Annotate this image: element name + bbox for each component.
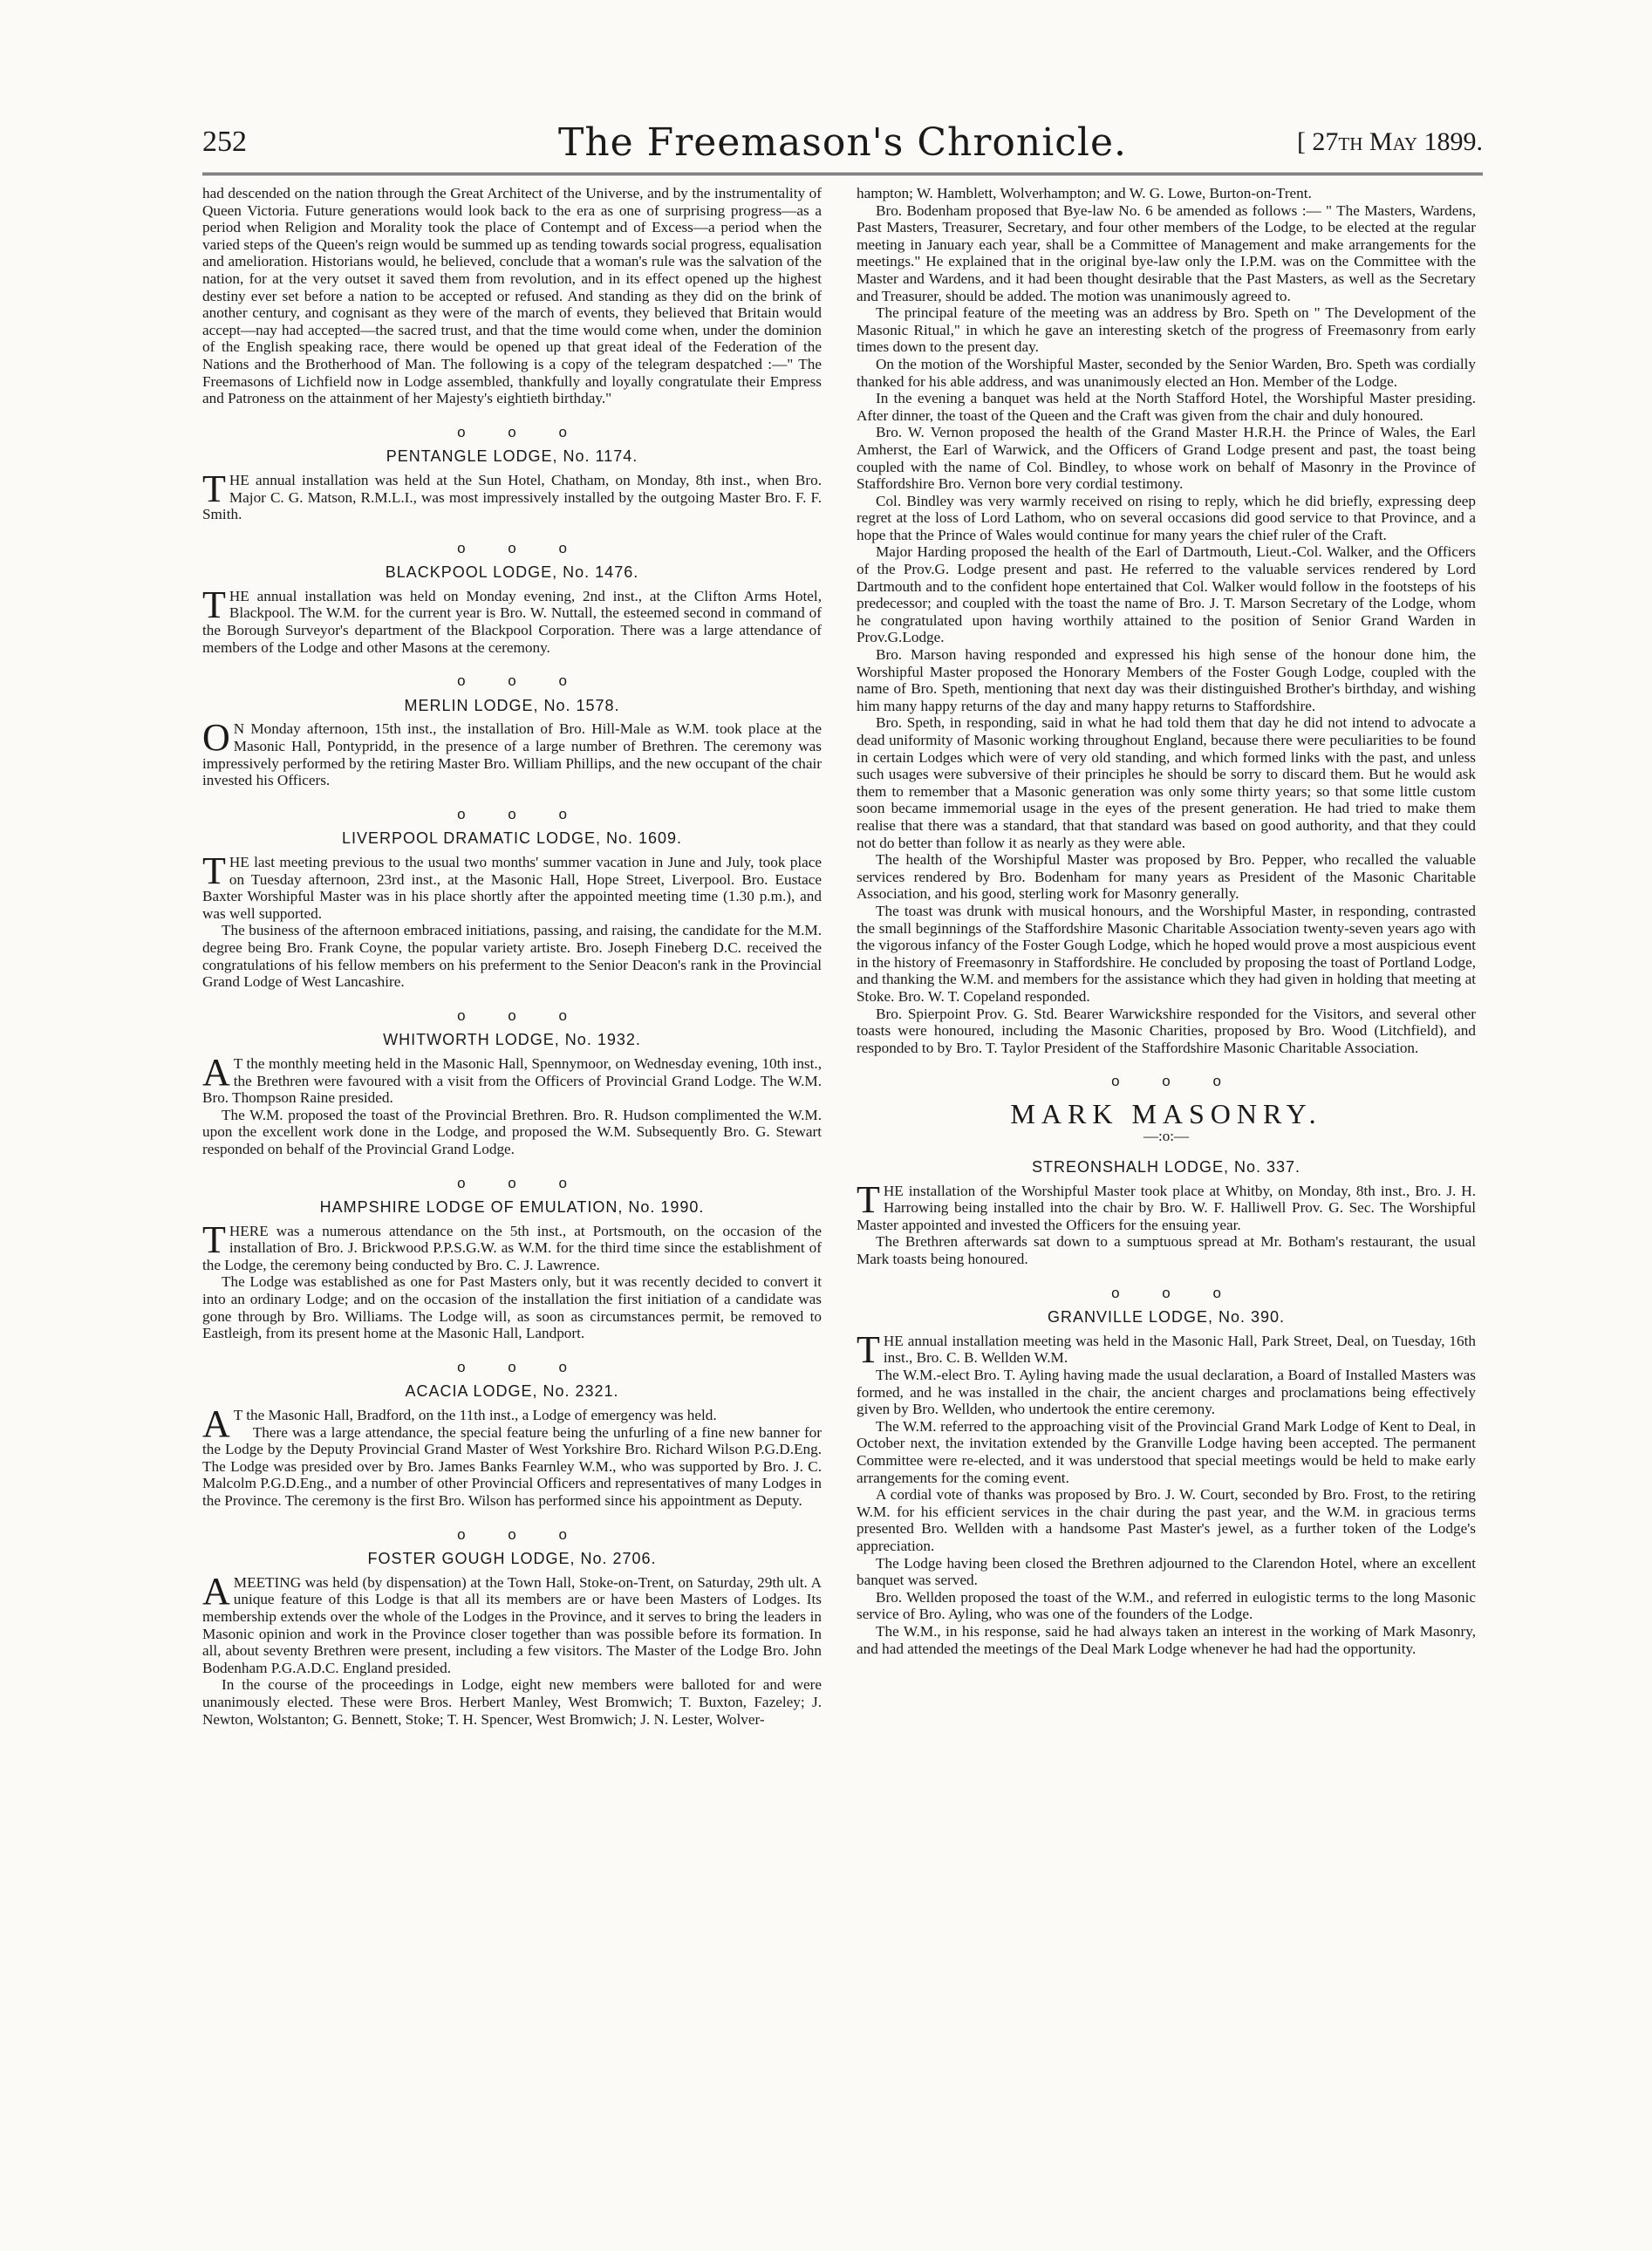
article-paragraph: The toast was drunk with musical honours, and the Worshipful Master, in responding, contrasted the small beginnings of the Staffordshire Masonic Charitable Association twenty-seven years ago with the vigorous infancy of the Foster Gough Lodge, which he hoped would prove a most auspicious event in the history of Freemasonry in Staffordshire. He concluded by proposing the toast of Portland Lodge, and thanking the W.M. and members for the assistance which they had given in holding that meeting at Stoke. Bro. W. T. Copeland responded. [857,902,1476,1005]
article-paragraph: Col. Bindley was very warmly received on rising to reply, which he did briefly, expressing deep regret at the loss of Lord Lathom, who on several occasions did good service to that Province, and a hope that the Prince of Wales would continue for many years the chief ruler of the Craft. [857,492,1476,543]
page-header [202,120,1483,175]
article-text: T the Masonic Hall, Bradford, on the 11th inst., a Lodge of emergency was held. [233,1407,717,1424]
separator: o o o [457,423,567,440]
article-paragraph: The Lodge was established as one for Past Masters only, but it was recently decided to convert it into an ordinary Lodge; and on the occasion of the installation the first initiation of a candidate was gone through by Bro. Williams. The Lodge will, as soon as circumstances permit, be removed to Eastleigh, from its present home at the Masonic Hall, Landport. [202,1273,822,1342]
article-paragraph: The Lodge having been closed the Brethren adjourned to the Clarendon Hotel, where an excellent banquet was served. [857,1554,1476,1589]
lodge-heading: WHITWORTH LODGE, No. 1932. [383,1031,641,1049]
separator: o o o [457,805,567,822]
article-paragraph: Bro. Wellden proposed the toast of the W.M., and referred in eulogistic terms to the long Masonic service of Bro. Ayling, who was one of the founders of the Lodge. [857,1588,1476,1623]
article-text: HERE was a numerous attendance on the 5th inst., at Portsmouth, on the occasion of the installation of Bro. J. Brickwood P.P.S.G.W. as W.M. for the third time since the establishment of the Lodge, the ceremony being conducted by Bro. C. J. Lawrence. [202,1222,822,1273]
drop-cap: T [202,849,226,892]
article-paragraph: The W.M. proposed the toast of the Provincial Brethren. Bro. R. Hudson complimented the W.M. upon the excellent work done in the Lodge, and proposed the W.M. Subsequently Bro. G. Stewart responded on behalf of the Provincial Grand Lodge. [202,1106,822,1157]
article-paragraph: Bro. Speth, in responding, said in what he had told them that day he did not intend to advocate a dead uniformity of Masonic working throughout England, because there were peculiarities to be found in certain Lodges which were of very old standing, and which formed links with the past, and unless such usages were subversive of their principles he should be sorry to discard them. But he would ask them to remember that a Masonic generation was only some thirty years; so that some little custom soon became immemorial usage in the eyes of the present generation. He had tried to make them realise that there was a standard, that that standard was based on good authority, and that they could not do better than follow it as nearly as they were able. [857,714,1476,851]
lodge-heading: FOSTER GOUGH LODGE, No. 2706. [367,1550,657,1568]
article-paragraph: In the evening a banquet was held at the North Stafford Hotel, the Worshipful Master presiding. After dinner, the toast of the Queen and the Craft was given from the chair and duly honoured. [857,390,1476,424]
article-paragraph: The W.M., in his response, said he had always taken an interest in the working of Mark Masonry, and had attended the meetings of the Deal Mark Lodge whenever he had had the opportunity. [857,1622,1476,1657]
article-text: N Monday afternoon, 15th inst., the installation of Bro. Hill-Male as W.M. took place at the Masonic Hall, Pontypridd, in the presence of a large number of Brethren. The ceremony was impressively performed by the retiring Master Bro. William Phillips, and the new occupant of the chair invested his Officers. [202,720,822,789]
separator: o o o [1111,1073,1221,1090]
separator: o o o [457,672,567,690]
article-text: MEETING was held (by dispensation) at the Town Hall, Stoke-on-Trent, on Saturday, 29th ult. A unique feature of this Lodge is that all its members are or have been Masters of Lodges. Its membership extends over the whole of the Lodges in the Province, and it serves to bring the leaders in Masonic opinion and work in the Province closer together than was possible before its formation. In all, about seventy Brethren were present, including a few visitors. The Master of the Lodge Bro. John Bodenham P.G.A.D.C. England presided. [202,1573,822,1676]
drop-cap: A [202,1569,230,1613]
drop-cap: T [202,1218,226,1261]
article-text: HE annual installation was held on Monday evening, 2nd inst., at the Clifton Arms Hotel, Blackpool. The W.M. for the current year is Bro. W. Nuttall, the esteemed second in command of the Borough Surveyor's department of the Blackpool Corporation. There was a large attendance of members of the Lodge and other Masons at the ceremony. [202,587,822,656]
article-paragraph: Bro. W. Vernon proposed the health of the Grand Master H.R.H. the Prince of Wales, the Earl Amherst, the Earl of Warwick, and the Officers of Grand Lodge present and past, the toast being coupled with the name of Col. Bindley, to whose work on behalf of Masonry in the Province of Staffordshire Bro. Vernon bore very cordial testimony. [857,424,1476,493]
article-paragraph [202,583,822,656]
lodge-heading: STREONSHALH LODGE, No. 337. [1031,1158,1301,1177]
drop-cap: T [202,467,226,510]
right-column [857,185,1476,1657]
separator: o o o [457,1006,567,1024]
article-paragraph [202,1569,822,1677]
article-text: HE installation of the Worshipful Master took place at Whitby, on Monday, 8th inst., Bro. J. H. Harrowing being installed into the chair by Bro. W. F. Halliwell Prov. G. Sec. The Worshipful Master appointed and invested the Officers for the ensuing year. [857,1182,1476,1233]
drop-cap: T [857,1177,880,1221]
article-paragraph [202,1402,822,1446]
separator: o o o [457,1174,567,1191]
article-paragraph: Bro. Bodenham proposed that Bye-law No. 6 be amended as follows :— " The Masters, Wardens, Past Masters, Treasurer, Secretary, and four other members of the Lodge, to be elected at the regular meeting in January each year, shall be a Committee of Management and make arrangements for the meetings." He explained that in the original bye-law only the I.P.M. was on the Committee with the Master and Wardens, and it had been thought desirable that the Past Masters, as well as the Secretary and Treasurer, should be added. The motion was unanimously agreed to. [857,201,1476,304]
lodge-heading: MERLIN LODGE, No. 1578. [404,696,620,714]
article-paragraph [857,1177,1476,1234]
lodge-heading: ACACIA LODGE, No. 2321. [405,1382,619,1401]
article-paragraph [202,1218,822,1274]
drop-cap: A [202,1402,230,1446]
drop-cap: T [202,583,226,626]
article-paragraph [202,467,822,523]
article-paragraph: On the motion of the Worshipful Master, seconded by the Senior Warden, Bro. Speth was cordially thanked for his able address, and was unanimously elected an Hon. Member of the Lodge. [857,355,1476,390]
article-paragraph: The Brethren afterwards sat down to a sumptuous spread at Mr. Botham's restaurant, the usual Mark toasts being honoured. [857,1233,1476,1268]
drop-cap: A [202,1050,230,1094]
article-paragraph: The principal feature of the meeting was an address by Bro. Speth on " The Development of the Masonic Ritual," in which he gave an interesting sketch of the progress of Freemasonry from early times down to the present day. [857,304,1476,356]
article-paragraph [202,716,822,789]
separator: o o o [1111,1284,1221,1301]
article-paragraph: Major Harding proposed the health of the Earl of Dartmouth, Lieut.-Col. Walker, and the Officers of the Prov.G. Lodge present and past. He referred to the valuable services rendered by Lord Dartmouth and to the confident hope entertained that Col. Walker would follow in the footsteps of his predecessor; and coupled with the toast the name of Bro. J. T. Marson Secretary of the Lodge, whom he congratulated upon having worthily attained to the position of Senior Grand Warden in Prov.G.Lodge. [857,543,1476,646]
article-paragraph: Bro. Spierpoint Prov. G. Std. Bearer Warwickshire responded for the Visitors, and several other toasts were honoured, including the Masonic Charities, proposed by Bro. Wood (Litchfield), and responded to by Bro. T. Taylor President of the Staffordshire Masonic Charitable Association. [857,1005,1476,1056]
article-paragraph: The business of the afternoon embraced initiations, passing, and raising, the candidate for the M.M. degree being Bro. Frank Coyne, the popular variety artiste. Bro. Joseph Fineberg D.C. received the congratulations of his fellow members on his preferment to the Senior Deacon's rank in the Provincial Grand Lodge of West Lancashire. [202,922,822,991]
separator: o o o [457,1358,567,1375]
article-paragraph [202,849,822,922]
article-text: HE last meeting previous to the usual two months' summer vacation in June and July, took place on Tuesday afternoon, 23rd inst., at the Masonic Hall, Hope Street, Liverpool. Bro. Eustace Baxter Worshipful Master was in his place shortly after the appointed meeting time (1.30 p.m.), and was well supported. [202,854,822,922]
separator: o o o [457,1525,567,1543]
lodge-heading: LIVERPOOL DRAMATIC LODGE, No. 1609. [341,829,683,848]
article-paragraph [202,1050,822,1107]
masthead: The Freemason's Chronicle. [557,120,1128,165]
article-paragraph: The health of the Worshipful Master was proposed by Bro. Pepper, who recalled the valuable services rendered by Bro. Bodenham for many years as President of the Masonic Charitable Association, and his good, sterling work for Masonry generally. [857,851,1476,903]
lodge-heading: BLACKPOOL LODGE, No. 1476. [385,563,639,582]
article-paragraph: The W.M. referred to the approaching visit of the Provincial Grand Mark Lodge of Kent to Deal, in October next, the invitation extended by the Granville Lodge having been accepted. The permanent Committee were re-elected, and it was understood that special meetings would be held to make early arrangements for the coming event. [857,1417,1476,1486]
drop-cap: O [202,716,230,760]
article-paragraph: There was a large attendance, the special feature being the unfurling of a fine new banner for the Lodge by the Deputy Provincial Grand Master of West Yorkshire Bro. Richard Wilson P.G.D.Eng. The Lodge was presided over by Bro. James Banks Fearnley W.M., who was supported by Bro. J. C. Malcolm P.G.D.Eng., and a number of other Provincial Officers and representatives of many Lodges in the Province. The ceremony is the first Bro. Wilson has performed since his appointment as Deputy. [202,1423,822,1509]
article-paragraph [857,1327,1476,1371]
drop-cap: T [857,1327,880,1371]
lodge-heading: GRANVILLE LODGE, No. 390. [1047,1308,1286,1327]
separator: o o o [457,539,567,556]
article-paragraph: Bro. Marson having responded and expressed his high sense of the honour done him, the Worshipful Master proposed the Honorary Members of the Foster Gough Lodge, coupled with the name of Bro. Speth, mentioning that next day was their distinguished Brother's birthday, and wishing him many happy returns of the day and many happy returns to Staffordshire. [857,646,1476,714]
lodge-heading: HAMPSHIRE LODGE OF EMULATION, No. 1990. [319,1198,705,1217]
article-paragraph: In the course of the proceedings in Lodge, eight new members were balloted for and were unanimously elected. These were Bros. Herbert Manley, West Bromwich; T. Buxton, Fazeley; J. Newton, Wolstanton; G. Bennett, Stoke; T. H. Spencer, West Bromwich; J. N. Lester, Wolver- [202,1676,822,1728]
article-paragraph: A cordial vote of thanks was proposed by Bro. J. W. Court, seconded by Bro. Frost, to the retiring W.M. for his efficient services in the chair during the past year, and the W.M. in gracious terms presented Bro. Wellden with a handsome Past Master's jewel, as a further token of the Lodge's appreciation. [857,1486,1476,1554]
article-text: T the monthly meeting held in the Masonic Hall, Spennymoor, on Wednesday evening, 10th inst., the Brethren were favoured with a visit from the Officers of Provincial Grand Lodge. The W.M. Bro. Thompson Raine presided. [202,1054,822,1107]
continuation-paragraph: had descended on the nation through the Great Architect of the Universe, and by the instrumentality of Queen Victoria. Future generations would look back to the era as one of surprising progress—as a period when Religion and Morality took the place of Contempt and of Excess—a period when the varied steps of the Queen's reign would be summed up as tending towards social progress, equalisation and amelioration. Historians would, he believed, conclude that a woman's rule was the salvation of the nation, for at the very outset it saved them from revolution, and in its effect opened up the highest destiny ever set before a nation to be accepted or refused. And standing as they did on the brink of another century, and cognisant as they were of the march of events, they believed that Britain would accept—nay had accepted—the sacred trust, and that the time would come when, under the dominion of the English speaking race, there would be opened up that great ideal of the Federation of the Nations and the Brotherhood of Man. The following is a copy of the telegram despatched :—" The Freemasons of Lichfield now in Lodge assembled, thankfully and loyally congratulate their Empress and Patroness on the attainment of her Majesty's eightieth birthday." [202,185,822,407]
left-column [202,185,822,1728]
article-paragraph: hampton; W. Hamblett, Wolverhampton; and W. G. Lowe, Burton-on-Trent. [857,185,1312,201]
article-paragraph: The W.M.-elect Bro. T. Ayling having made the usual declaration, a Board of Installed Masters was formed, and he was installed in the chair, the ancient charges and proclamations being effectively given by Bro. Wellden, who undertook the entire ceremony. [857,1367,1476,1418]
issue-date: [ 27th May 1899. [1296,127,1483,156]
lodge-heading: PENTANGLE LODGE, No. 1174. [386,447,638,466]
article-text: HE annual installation meeting was held in the Masonic Hall, Park Street, Deal, on Tuesday, 16th inst., Bro. C. B. Wellden W.M. [883,1332,1476,1367]
article-text: HE annual installation was held at the Sun Hotel, Chatham, on Monday, 8th inst., when Bro. Major C. G. Matson, R.M.L.I., was most impressively installed by the outgoing Master Bro. F. F. Smith. [202,471,822,523]
section-subtitle: —:o:— [1143,1128,1189,1145]
section-title: MARK MASONRY. [1010,1097,1322,1129]
page-number: 252 [202,126,247,158]
